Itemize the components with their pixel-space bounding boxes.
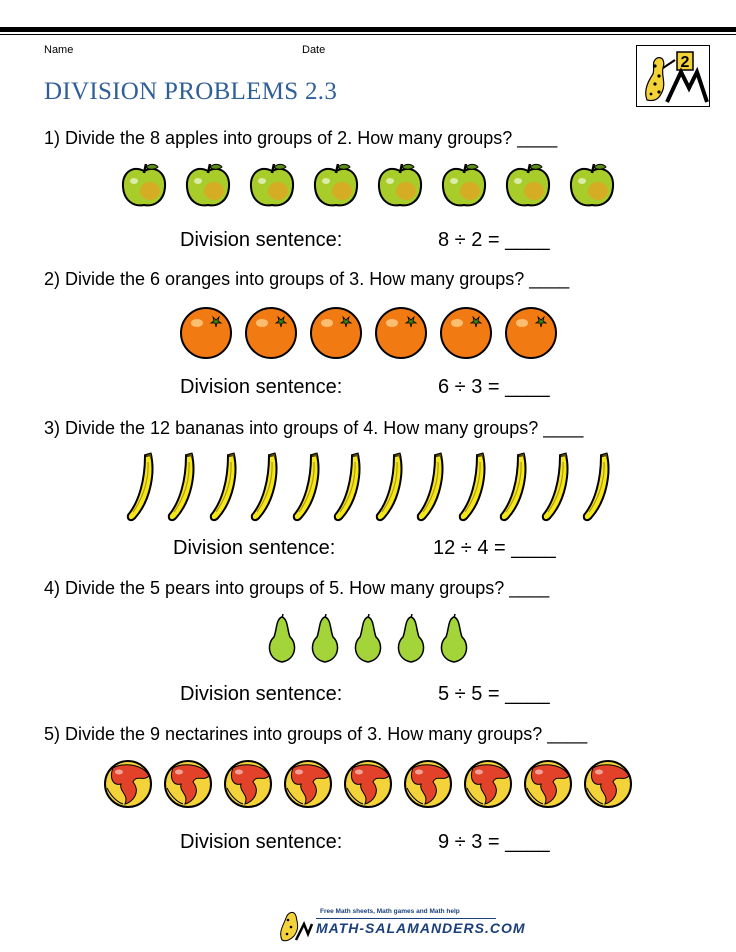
banana-icon [372, 452, 406, 522]
apple-icon [374, 161, 426, 209]
fruit-row-nectarines [0, 758, 736, 814]
banana-icon [455, 452, 489, 522]
nectarine-icon [523, 758, 573, 808]
salamander-icon [637, 46, 709, 106]
banana-icon [538, 452, 572, 522]
pear-icon [351, 613, 385, 665]
question-4: 4) Divide the 5 pears into groups of 5. How many groups? ____ [44, 578, 550, 598]
footer-divider [316, 918, 496, 919]
footer-site: MATH-SALAMANDERS.COM [316, 920, 526, 936]
nectarine-icon [583, 758, 633, 808]
date-label: Date [302, 44, 326, 56]
banana-icon [496, 452, 530, 522]
banana-icon [123, 452, 157, 522]
division-sentence-label-4: Division sentence: [180, 683, 343, 705]
banana-icon [164, 452, 198, 522]
division-equation-4: 5 ÷ 5 = ____ [438, 683, 550, 705]
orange-icon [179, 305, 233, 359]
page-title: DIVISION PROBLEMS 2.3 [44, 78, 338, 105]
nectarine-icon [163, 758, 213, 808]
top-rule [0, 27, 736, 32]
pear-icon [437, 613, 471, 665]
apple-icon [182, 161, 234, 209]
division-equation-1: 8 ÷ 2 = ____ [438, 229, 550, 251]
nectarine-icon [223, 758, 273, 808]
question-5: 5) Divide the 9 nectarines into groups of 3. How many groups? ____ [44, 724, 588, 744]
pear-icon [308, 613, 342, 665]
banana-icon [413, 452, 447, 522]
orange-icon [374, 305, 428, 359]
question-1: 1) Divide the 8 apples into groups of 2. How many groups? ____ [44, 128, 558, 148]
question-3: 3) Divide the 12 bananas into groups of 4. How many groups? ____ [44, 418, 584, 438]
banana-icon [206, 452, 240, 522]
apple-icon [310, 161, 362, 209]
banana-icon [579, 452, 613, 522]
salamander-logo [636, 45, 710, 107]
fruit-row-bananas [0, 452, 736, 524]
apple-icon [118, 161, 170, 209]
name-label: Name [44, 44, 74, 56]
nectarine-icon [103, 758, 153, 808]
division-equation-3: 12 ÷ 4 = ____ [433, 537, 556, 559]
orange-icon [244, 305, 298, 359]
nectarine-icon [403, 758, 453, 808]
logo-grade: 2 [680, 54, 690, 71]
apple-icon [438, 161, 490, 209]
division-sentence-label-5: Division sentence: [180, 831, 343, 853]
pear-icon [394, 613, 428, 665]
nectarine-icon [343, 758, 393, 808]
pear-icon [265, 613, 299, 665]
footer-logo [276, 906, 526, 942]
apple-icon [502, 161, 554, 209]
division-sentence-label-2: Division sentence: [180, 376, 343, 398]
nectarine-icon [283, 758, 333, 808]
apple-icon [566, 161, 618, 209]
fruit-row-pears [0, 613, 736, 669]
orange-icon [309, 305, 363, 359]
division-sentence-label-1: Division sentence: [180, 229, 343, 251]
orange-icon [504, 305, 558, 359]
banana-icon [330, 452, 364, 522]
orange-icon [439, 305, 493, 359]
banana-icon [289, 452, 323, 522]
division-sentence-label-3: Division sentence: [173, 537, 336, 559]
footer-tagline: Free Math sheets, Math games and Math help [320, 908, 460, 915]
banana-icon [247, 452, 281, 522]
division-equation-5: 9 ÷ 3 = ____ [438, 831, 550, 853]
fruit-row-oranges [0, 305, 736, 361]
question-2: 2) Divide the 6 oranges into groups of 3. How many groups? ____ [44, 269, 570, 289]
division-equation-2: 6 ÷ 3 = ____ [438, 376, 550, 398]
apple-icon [246, 161, 298, 209]
nectarine-icon [463, 758, 513, 808]
fruit-row-apples [0, 161, 736, 217]
top-rule-thin [0, 34, 736, 35]
footer-salamander-icon [276, 906, 314, 942]
